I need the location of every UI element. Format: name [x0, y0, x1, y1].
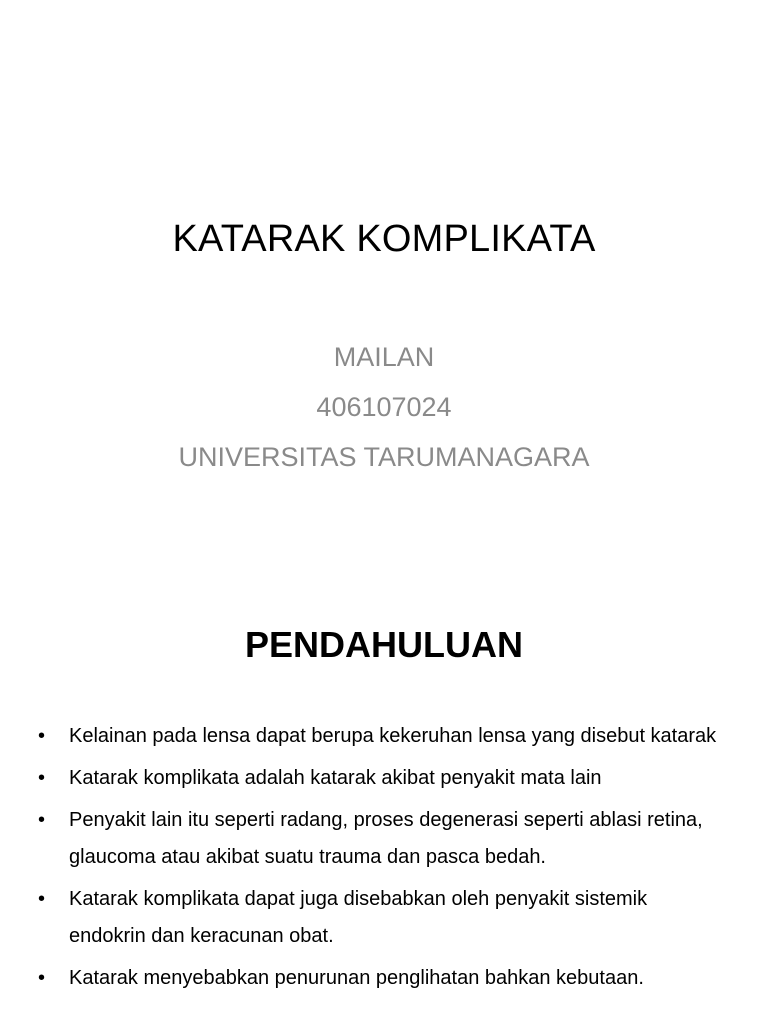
bullet-list — [0, 718, 768, 1002]
content-slide — [0, 576, 768, 1024]
university-name: UNIVERSITAS TARUMANAGARA — [178, 442, 590, 472]
list-item — [0, 881, 768, 955]
bullet-icon: • — [38, 888, 46, 910]
bullet-icon: • — [38, 725, 46, 747]
slide-subtitle — [0, 332, 768, 482]
bullet-icon: • — [38, 967, 46, 989]
author-name: MAILAN — [333, 342, 435, 372]
bullet-text: Kelainan pada lensa dapat berupa kekeruhan lensa yang disebut katarak — [69, 725, 717, 747]
bullet-text: Katarak komplikata adalah katarak akibat penyakit mata lain — [69, 767, 602, 789]
list-item — [0, 718, 768, 755]
bullet-icon: • — [38, 809, 46, 831]
bullet-icon: • — [38, 767, 46, 789]
slide-title: KATARAK KOMPLIKATA — [172, 218, 596, 260]
list-item — [0, 960, 768, 997]
list-item — [0, 802, 768, 876]
slide-heading: PENDAHULUAN — [245, 624, 523, 665]
bullet-text: Penyakit lain itu seperti radang, proses degenerasi seperti ablasi retina, glaucoma atau akibat suatu trauma dan pasca bedah. — [69, 809, 703, 868]
student-id: 406107024 — [316, 392, 452, 422]
list-item — [0, 760, 768, 797]
bullet-text: Katarak menyebabkan penurunan penglihatan bahkan kebutaan. — [69, 967, 644, 989]
bullet-text: Katarak komplikata dapat juga disebabkan oleh penyakit sistemik endokrin dan keracunan obat. — [69, 888, 648, 947]
